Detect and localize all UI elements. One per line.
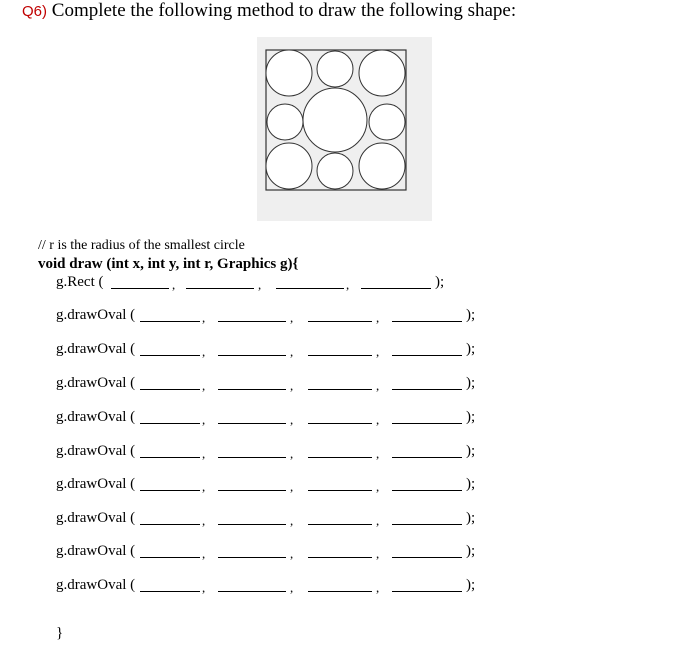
rect-call-label: g.Rect ( — [56, 274, 104, 290]
circle-middle-right — [369, 104, 405, 140]
terminator: ); — [466, 543, 476, 559]
terminator: ); — [466, 476, 476, 492]
circle-top-middle — [317, 51, 353, 87]
circle-top-left — [266, 50, 312, 96]
comma: , — [376, 310, 380, 325]
comma: , — [290, 412, 294, 427]
terminator: ); — [435, 274, 445, 290]
answer-blank[interactable] — [140, 457, 200, 458]
draw-oval-line — [56, 341, 486, 361]
comma: , — [376, 446, 380, 461]
comma: , — [202, 378, 206, 393]
answer-blank[interactable] — [140, 557, 200, 558]
answer-blank[interactable] — [218, 557, 286, 558]
draw-oval-line — [56, 443, 486, 463]
terminator: ); — [466, 375, 476, 391]
circle-bottom-right — [359, 143, 405, 189]
answer-blank[interactable] — [392, 591, 462, 592]
draw-oval-line — [56, 577, 486, 597]
answer-blank[interactable] — [218, 423, 286, 424]
terminator: ); — [466, 307, 476, 323]
answer-blank[interactable] — [392, 457, 462, 458]
comma: , — [376, 378, 380, 393]
answer-blank[interactable] — [308, 557, 372, 558]
draw-oval-label: g.drawOval ( — [56, 443, 136, 459]
circle-middle-left — [267, 104, 303, 140]
draw-oval-line — [56, 543, 486, 563]
question-heading — [22, 0, 516, 22]
comma: , — [202, 546, 206, 561]
answer-blank[interactable] — [140, 591, 200, 592]
circle-bottom-left — [266, 143, 312, 189]
comma: , — [202, 412, 206, 427]
comma: , — [290, 378, 294, 393]
circle-bottom-middle — [317, 153, 353, 189]
comma: , — [202, 310, 206, 325]
terminator: ); — [466, 341, 476, 357]
question-text: Complete the following method to draw the following shape: — [51, 0, 517, 21]
comma: , — [202, 479, 206, 494]
answer-blank[interactable] — [308, 389, 372, 390]
comma: , — [202, 446, 206, 461]
comma: , — [376, 479, 380, 494]
answer-blank[interactable] — [218, 591, 286, 592]
answer-blank[interactable] — [308, 423, 372, 424]
answer-blank[interactable] — [218, 524, 286, 525]
draw-oval-label: g.drawOval ( — [56, 543, 136, 559]
answer-blank[interactable] — [140, 524, 200, 525]
comma: , — [202, 344, 206, 359]
answer-blank[interactable] — [392, 524, 462, 525]
answer-blank[interactable] — [218, 321, 286, 322]
draw-oval-line — [56, 375, 486, 395]
answer-blank[interactable] — [140, 321, 200, 322]
answer-blank[interactable] — [392, 423, 462, 424]
answer-blank[interactable] — [392, 355, 462, 356]
method-signature: void draw (int x, int y, int r, Graphics g){ — [38, 256, 299, 272]
comma: , — [376, 580, 380, 595]
answer-blank[interactable] — [308, 321, 372, 322]
answer-blank[interactable] — [218, 355, 286, 356]
answer-blank[interactable] — [308, 457, 372, 458]
circle-center-large — [303, 88, 367, 152]
answer-blank[interactable] — [140, 389, 200, 390]
answer-blank[interactable] — [140, 355, 200, 356]
shape-figure — [257, 37, 432, 221]
answer-blank[interactable] — [111, 288, 169, 289]
answer-blank[interactable] — [308, 355, 372, 356]
draw-oval-label: g.drawOval ( — [56, 307, 136, 323]
answer-blank[interactable] — [361, 288, 431, 289]
comma: , — [290, 446, 294, 461]
comma: , — [202, 513, 206, 528]
answer-blank[interactable] — [392, 321, 462, 322]
draw-oval-line — [56, 307, 486, 327]
answer-blank[interactable] — [308, 591, 372, 592]
answer-blank[interactable] — [218, 457, 286, 458]
rect-call-line — [56, 274, 456, 294]
comma: , — [290, 513, 294, 528]
answer-blank[interactable] — [392, 389, 462, 390]
draw-oval-line — [56, 510, 486, 530]
comma: , — [202, 580, 206, 595]
answer-blank[interactable] — [308, 524, 372, 525]
answer-blank[interactable] — [392, 490, 462, 491]
terminator: ); — [466, 443, 476, 459]
draw-oval-label: g.drawOval ( — [56, 375, 136, 391]
comma: , — [376, 344, 380, 359]
comma: , — [376, 412, 380, 427]
answer-blank[interactable] — [140, 490, 200, 491]
draw-oval-label: g.drawOval ( — [56, 510, 136, 526]
draw-oval-label: g.drawOval ( — [56, 409, 136, 425]
draw-oval-label: g.drawOval ( — [56, 476, 136, 492]
answer-blank[interactable] — [308, 490, 372, 491]
question-number: Q6) — [22, 3, 48, 20]
comma: , — [290, 546, 294, 561]
answer-blank[interactable] — [218, 490, 286, 491]
comma: , — [346, 277, 350, 292]
comma: , — [290, 479, 294, 494]
circle-top-right — [359, 50, 405, 96]
draw-oval-line — [56, 476, 486, 496]
draw-oval-label: g.drawOval ( — [56, 577, 136, 593]
comma: , — [290, 310, 294, 325]
terminator: ); — [466, 577, 476, 593]
shape-drawing — [257, 37, 432, 221]
answer-blank[interactable] — [186, 288, 254, 289]
closing-brace: } — [56, 625, 64, 641]
answer-blank[interactable] — [140, 423, 200, 424]
terminator: ); — [466, 510, 476, 526]
code-comment: // r is the radius of the smallest circle — [38, 238, 245, 253]
answer-blank[interactable] — [276, 288, 344, 289]
terminator: ); — [466, 409, 476, 425]
draw-oval-label: g.drawOval ( — [56, 341, 136, 357]
comma: , — [290, 344, 294, 359]
answer-blank[interactable] — [218, 389, 286, 390]
draw-oval-line — [56, 409, 486, 429]
comma: , — [290, 580, 294, 595]
comma: , — [258, 277, 262, 292]
comma: , — [376, 513, 380, 528]
comma: , — [376, 546, 380, 561]
answer-blank[interactable] — [392, 557, 462, 558]
comma: , — [172, 277, 176, 292]
